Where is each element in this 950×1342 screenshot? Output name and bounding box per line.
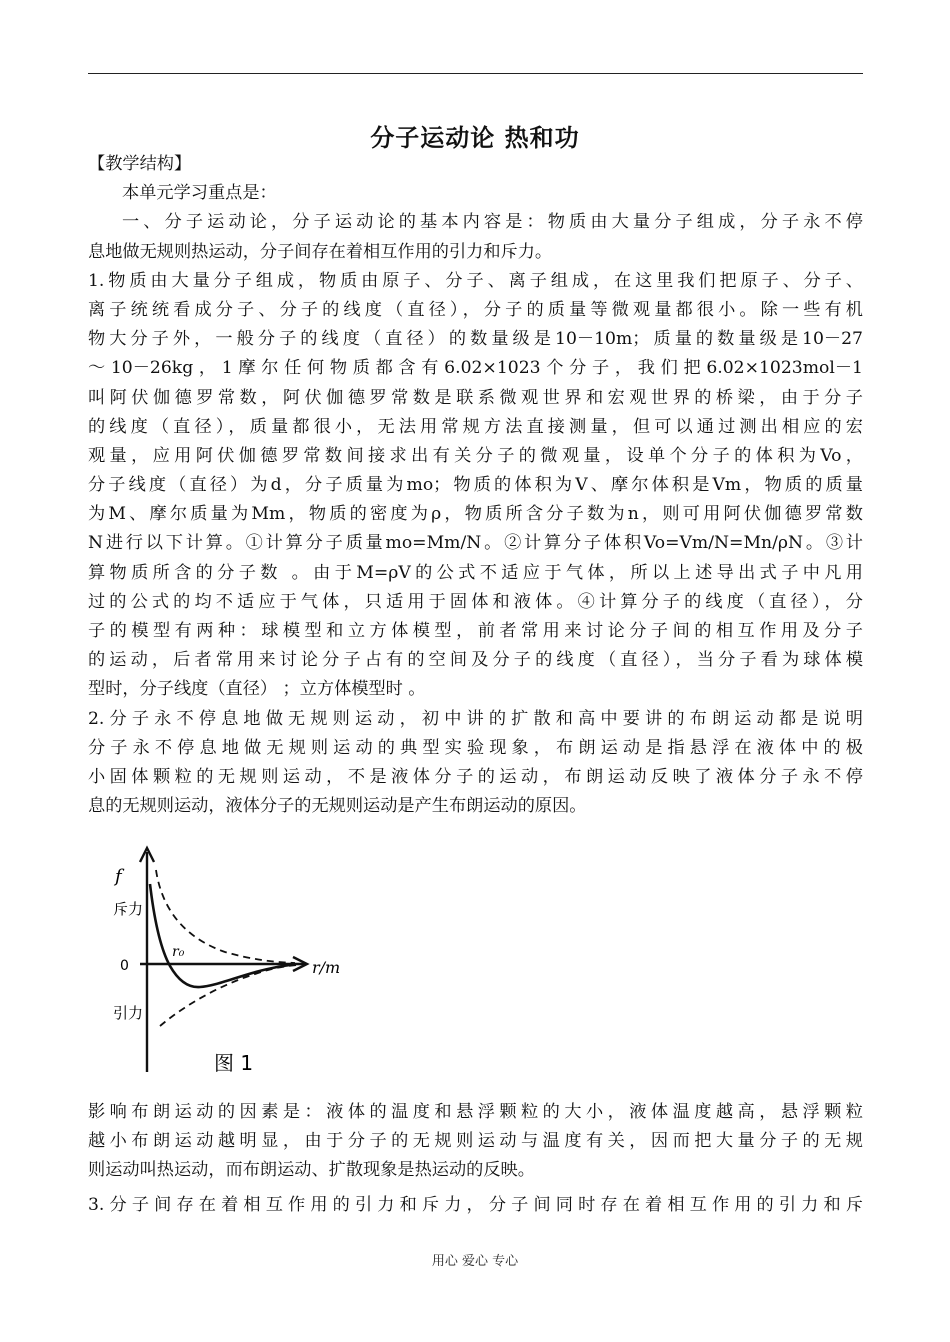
- paragraph-4: [88, 1098, 863, 1186]
- p2-line: 离子统统看成分子、分子的线度（直径），分子的质量等微观量都很小。除一些有机: [88, 299, 863, 320]
- p2-line: 叫阿伏伽德罗常数，阿伏伽德罗常数是联系微观世界和宏观世界的桥梁，由于分子: [88, 387, 863, 408]
- p2-line: 物大分子外，一般分子的线度（直径）的数量级是10－10m；质量的数量级是10－27: [88, 329, 863, 350]
- p1-line: 一、分子运动论，分子运动论的基本内容是：物质由大量分子组成，分子永不停: [122, 212, 863, 233]
- intro-block: [88, 150, 863, 208]
- figure-caption: 图 1: [214, 1051, 254, 1075]
- attraction-curve: [160, 965, 298, 1026]
- paragraph-2: [88, 267, 863, 705]
- resultant-curve: [150, 884, 290, 987]
- attraction-label: 引力: [113, 1004, 144, 1022]
- p2-line: 过的公式的均不适应于气体，只适用于固体和液体。④计算分子的线度（直径），分: [88, 591, 863, 612]
- p3-line: 2.分子永不停息地做无规则运动，初中讲的扩散和高中要讲的布朗运动都是说明: [88, 708, 863, 729]
- p2-line: 的线度（直径），质量都很小，无法用常规方法直接测量，但可以通过测出相应的宏: [88, 416, 863, 437]
- p4-line: 则运动叫热运动，而布朗运动、扩散现象是热运动的反映。: [88, 1160, 535, 1181]
- paragraph-1: [88, 208, 863, 266]
- p1-line: 息地做无规则热运动，分子间存在着相互作用的引力和斥力。: [88, 241, 553, 262]
- p2-line: 子的模型有两种：球模型和立方体模型，前者常用来讨论分子间的相互作用及分子: [88, 621, 863, 642]
- page-title: 分子运动论 热和功: [370, 124, 580, 152]
- p2-line: 算物质所含的分子数 。由于M=ρV的公式不适应于气体，所以上述导出式子中凡用: [88, 562, 863, 583]
- p2-line: 分子线度（直径）为d，分子质量为mo；物质的体积为V、摩尔体积是Vm，物质的质量: [88, 475, 863, 496]
- p3-line: 息的无规则运动，液体分子的无规则运动是产生布朗运动的原因。: [88, 796, 587, 817]
- molecular-force-figure: [100, 840, 370, 1090]
- x-axis-label: r/m: [312, 958, 341, 977]
- p3-line: 分子永不停息地做无规则运动的典型实验现象，布朗运动是指悬浮在液体中的极: [88, 737, 863, 758]
- paragraph-3: [88, 705, 863, 822]
- y-axis-label: f: [115, 866, 122, 887]
- paragraph-5: [88, 1191, 863, 1220]
- p2-line: 观量，应用阿伏伽德罗常数间接求出有关分子的微观量，设单个分子的体积为Vo，: [88, 445, 863, 466]
- p4-line: 越小布朗运动越明显，由于分子的无规则运动与温度有关，因而把大量分子的无规: [88, 1131, 863, 1152]
- intro-text: 本单元学习重点是：: [122, 183, 277, 204]
- p5-line: 3.分子间存在着相互作用的引力和斥力，分子间同时存在着相互作用的引力和斥: [88, 1195, 863, 1215]
- p3-line: 小固体颗粒的无规则运动，不是液体分子的运动，布朗运动反映了液体分子永不停: [88, 767, 863, 788]
- p2-line: 为M、摩尔质量为Mm，物质的密度为ρ，物质所含分子数为n，则可用阿伏伽德罗常数: [88, 504, 863, 525]
- page-footer: 用心 爱心 专心: [431, 1254, 519, 1269]
- p2-line: 型时，分子线度（直径） ；立方体模型时 。: [88, 679, 426, 700]
- section-heading: 【教学结构】: [88, 154, 192, 174]
- p2-line: 1.物质由大量分子组成，物质由原子、分子、离子组成，在这里我们把原子、分子、: [88, 270, 863, 291]
- p2-line: ～10－26kg，1摩尔任何物质都含有6.02×1023个分子，我们把6.02×1023mol－1: [88, 358, 863, 379]
- p2-line: N进行以下计算。①计算分子质量mo=Mm/N。②计算分子体积Vo=Vm/N=Mn/ρN。③计: [88, 533, 863, 554]
- repulsion-label: 斥力: [113, 900, 144, 918]
- header-rule: [88, 73, 863, 74]
- r0-label: r₀: [172, 944, 185, 960]
- p2-line: 的运动，后者常用来讨论分子占有的空间及分子的线度（直径），当分子看为球体模: [88, 650, 863, 671]
- p4-line: 影响布朗运动的因素是：液体的温度和悬浮颗粒的大小，液体温度越高，悬浮颗粒: [88, 1102, 863, 1122]
- origin-label: 0: [120, 958, 129, 974]
